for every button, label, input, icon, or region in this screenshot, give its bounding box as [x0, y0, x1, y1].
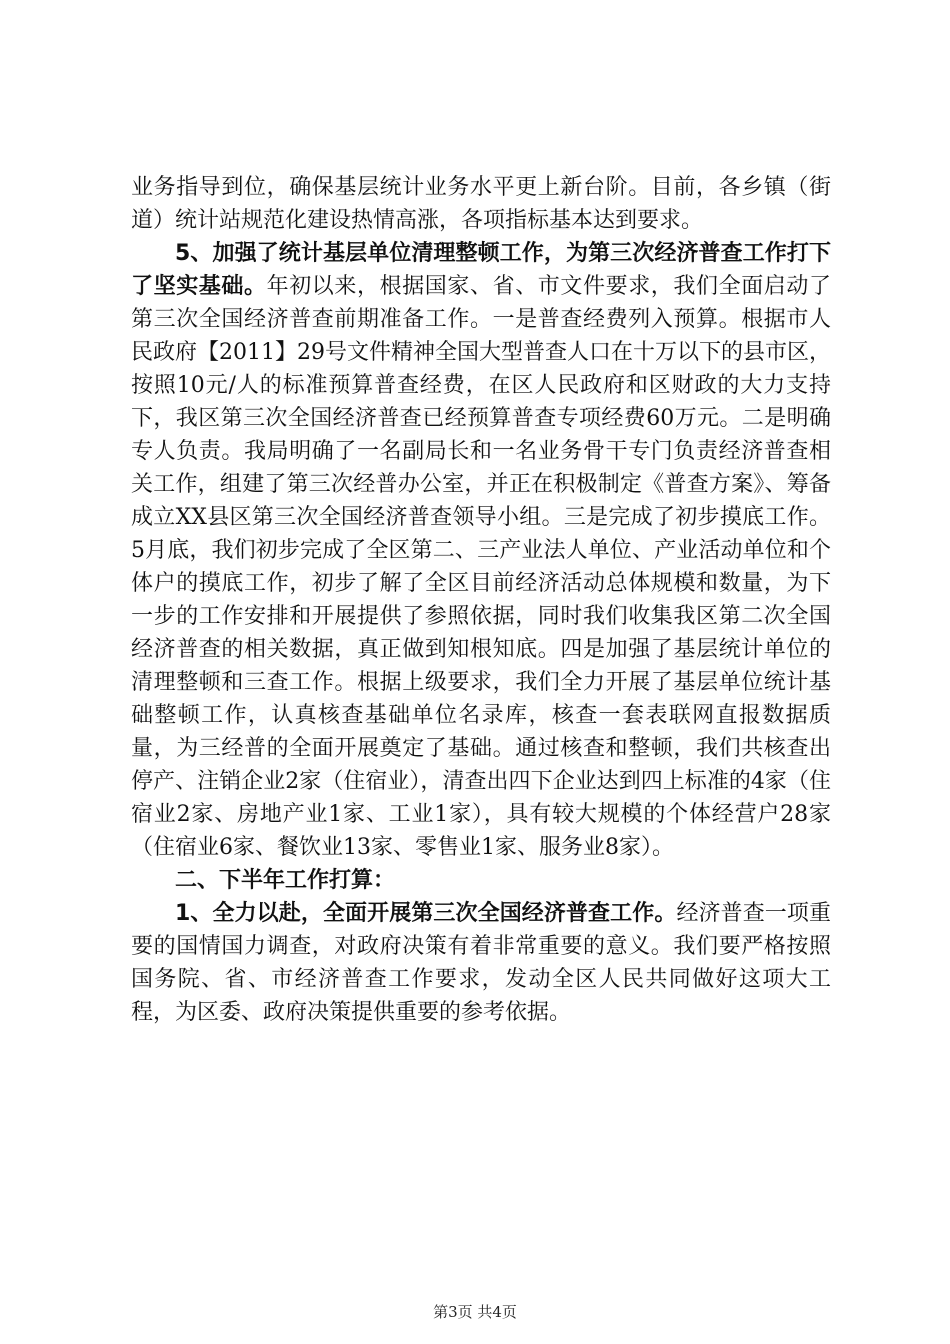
- page-number-label: 第3页 共4页: [433, 1303, 517, 1321]
- paragraph-item-5: [131, 237, 831, 864]
- paragraph-text: 年初以来，根据国家、省、市文件要求，我们全面启动了第三次全国经济普查前期准备工作。一是普查经费列入预算。根据市人民政府【2011】29号文件精神全国大型普查人口在十万以下的县市区，按照10元/人的标准预算普查经费，在区人民政府和区财政的大力支持下，我区第三次全国经济普查已经预算普查专项经费60万元。二是明确专人负责。我局明确了一名副局长和一名业务骨干专门负责经济普查相关工作，组建了第三次经普办公室，并正在积极制定《普查方案》、筹备成立XX县区第三次全国经济普查领导小组。三是完成了初步摸底工作。5月底，我们初步完成了全区第二、三产业法人单位、产业活动单位和个体户的摸底工作，初步了解了全区目前经济活动总体规模和数量，为下一步的工作安排和开展提供了参照依据，同时我们收集我区第二次全国经济普查的相关数据，真正做到知根知底。四是加强了基层统计单位的清理整顿和三查工作。根据上级要求，我们全力开展了基层单位统计基础整顿工作，认真核查基础单位名录库，核查一套表联网直报数据质量，为三经普的全面开展奠定了基础。通过核查和整顿，我们共核查出停产、注销企业2家（住宿业），清查出四下企业达到四上标准的4家（住宿业2家、房地产业1家、工业1家），具有较大规模的个体经营户28家（住宿业6家、餐饮业13家、零售业1家、服务业8家）。: [131, 274, 831, 860]
- document-body: [131, 171, 831, 1029]
- paragraph-text: 业务指导到位，确保基层统计业务水平更上新台阶。目前，各乡镇（街道）统计站规范化建设热情高涨，各项指标基本达到要求。: [131, 175, 831, 233]
- paragraph-item-1: [131, 897, 831, 1029]
- paragraph-heading: 5、加强了统计基层单位清理整顿工作，为第三次经济普查工作打下了坚实基础。: [131, 241, 831, 299]
- section-heading-text: 二、下半年工作打算：: [175, 868, 396, 893]
- page-footer: [0, 1301, 950, 1322]
- section-heading: [131, 864, 831, 897]
- paragraph-continuation: [131, 171, 831, 237]
- paragraph-text: 经济普查一项重要的国情国力调查，对政府决策有着非常重要的意义。我们要严格按照国务院、省、市经济普查工作要求，发动全区人民共同做好这项大工程，为区委、政府决策提供重要的参考依据。: [131, 901, 831, 1025]
- paragraph-heading: 1、全力以赴，全面开展第三次全国经济普查工作。: [175, 901, 677, 926]
